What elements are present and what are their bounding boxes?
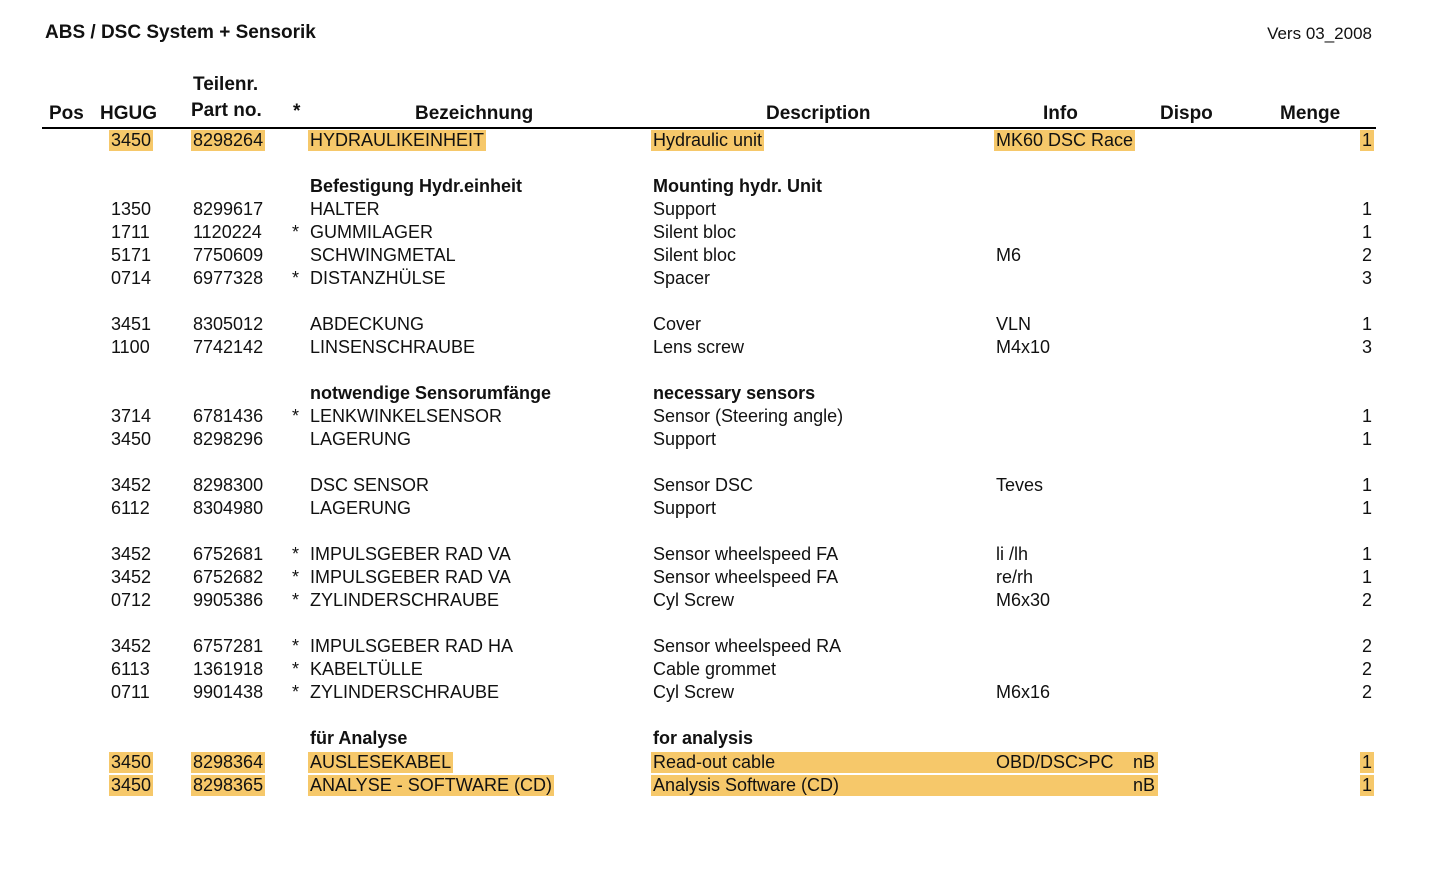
menge-cell: 1 xyxy=(1361,567,1372,587)
hgug-cell: 3450 xyxy=(111,752,152,772)
document-version: Vers 03_2008 xyxy=(1267,24,1372,43)
header-info: Info xyxy=(1043,103,1078,124)
menge-cell: 2 xyxy=(1361,636,1372,656)
part-number-cell: 8298364 xyxy=(193,752,264,772)
bezeichnung-cell: ABDECKUNG xyxy=(310,314,425,334)
hgug-cell: 3450 xyxy=(111,130,152,150)
menge-cell: 2 xyxy=(1361,659,1372,679)
menge-cell: 1 xyxy=(1361,752,1372,772)
table-row xyxy=(0,337,1440,360)
table-row xyxy=(0,475,1440,498)
description-cell: Analysis Software (CD) xyxy=(653,775,840,795)
header-teilenr: Teilenr. xyxy=(193,74,259,95)
menge-cell: 1 xyxy=(1361,222,1372,242)
part-number-cell: 7750609 xyxy=(193,245,264,265)
table-row xyxy=(0,199,1440,222)
hgug-cell: 3452 xyxy=(111,544,152,564)
menge-cell: 1 xyxy=(1361,199,1372,219)
description-cell: Sensor wheelspeed FA xyxy=(653,544,839,564)
part-number-cell: 6781436 xyxy=(193,406,264,426)
header-bezeichnung: Bezeichnung xyxy=(415,103,534,124)
document-title: ABS / DSC System + Sensorik xyxy=(45,22,316,43)
bezeichnung-cell: IMPULSGEBER RAD VA xyxy=(310,544,511,564)
description-cell: Spacer xyxy=(653,268,711,288)
bezeichnung-cell: AUSLESEKABEL xyxy=(310,752,452,772)
part-number-cell: 8304980 xyxy=(193,498,264,518)
menge-cell: 1 xyxy=(1361,406,1372,426)
hgug-cell: 3451 xyxy=(111,314,152,334)
description-cell: Cable grommet xyxy=(653,659,777,679)
star-marker: * xyxy=(292,406,300,426)
description-cell: Cyl Screw xyxy=(653,590,735,610)
description-cell: Cyl Screw xyxy=(653,682,735,702)
description-cell: Silent bloc xyxy=(653,222,737,242)
description-cell: Read-out cable xyxy=(653,752,776,772)
table-row xyxy=(0,222,1440,245)
header-description: Description xyxy=(766,103,871,124)
star-marker: * xyxy=(292,659,300,679)
nb-marker: nB xyxy=(1133,775,1156,795)
header-menge: Menge xyxy=(1280,103,1341,124)
description-cell: Support xyxy=(653,199,717,219)
menge-cell: 3 xyxy=(1361,268,1372,288)
info-cell: M6 xyxy=(996,245,1022,265)
table-row xyxy=(0,314,1440,337)
menge-cell: 1 xyxy=(1361,429,1372,449)
bezeichnung-cell: LINSENSCHRAUBE xyxy=(310,337,476,357)
table-row xyxy=(0,659,1440,682)
star-marker: * xyxy=(292,682,300,702)
description-cell: Sensor wheelspeed FA xyxy=(653,567,839,587)
bezeichnung-cell: IMPULSGEBER RAD VA xyxy=(310,567,511,587)
star-marker: * xyxy=(292,544,300,564)
description-cell: Sensor (Steering angle) xyxy=(653,406,844,426)
section-title-de: notwendige Sensorumfänge xyxy=(310,383,552,403)
description-cell: Support xyxy=(653,429,717,449)
description-cell: Lens screw xyxy=(653,337,745,357)
hgug-cell: 6112 xyxy=(111,498,150,518)
hgug-cell: 3450 xyxy=(111,775,152,795)
part-number-cell: 1361918 xyxy=(193,659,264,679)
description-cell: Silent bloc xyxy=(653,245,737,265)
part-number-cell: 6977328 xyxy=(193,268,264,288)
description-cell: Support xyxy=(653,498,717,518)
hgug-cell: 0712 xyxy=(111,590,152,610)
description-cell: Sensor DSC xyxy=(653,475,754,495)
menge-cell: 3 xyxy=(1361,337,1372,357)
table-row xyxy=(0,682,1440,705)
hgug-cell: 3452 xyxy=(111,636,152,656)
part-number-cell: 8298296 xyxy=(193,429,264,449)
hgug-cell: 1711 xyxy=(111,222,150,242)
hgug-cell: 1350 xyxy=(111,199,152,219)
info-cell: M4x10 xyxy=(996,337,1051,357)
section-title-de: Befestigung Hydr.einheit xyxy=(310,176,523,196)
part-number-cell: 6752681 xyxy=(193,544,264,564)
part-number-cell: 7742142 xyxy=(193,337,264,357)
bezeichnung-cell: KABELTÜLLE xyxy=(310,659,423,679)
part-number-cell: 8299617 xyxy=(193,199,264,219)
table-row xyxy=(0,498,1440,521)
info-cell: li /lh xyxy=(996,544,1029,564)
star-marker: * xyxy=(292,590,300,610)
header-pos: Pos xyxy=(49,103,84,124)
section-heading xyxy=(0,383,1440,406)
menge-cell: 2 xyxy=(1361,682,1372,702)
table-row xyxy=(0,636,1440,659)
bezeichnung-cell: HALTER xyxy=(310,199,380,219)
info-cell: MK60 DSC Race xyxy=(996,130,1134,150)
bezeichnung-cell: LENKWINKELSENSOR xyxy=(310,406,503,426)
bezeichnung-cell: HYDRAULIKEINHEIT xyxy=(310,130,485,150)
menge-cell: 1 xyxy=(1361,314,1372,334)
section-title-en: Mounting hydr. Unit xyxy=(653,176,822,196)
header-part-no: Part no. xyxy=(191,100,262,121)
bezeichnung-cell: DSC SENSOR xyxy=(310,475,430,495)
description-cell: Sensor wheelspeed RA xyxy=(653,636,842,656)
menge-cell: 1 xyxy=(1361,130,1372,150)
menge-cell: 1 xyxy=(1361,775,1372,795)
menge-cell: 2 xyxy=(1361,590,1372,610)
info-cell: M6x16 xyxy=(996,682,1051,702)
info-cell: VLN xyxy=(996,314,1032,334)
description-cell: Hydraulic unit xyxy=(653,130,763,150)
part-number-cell: 9901438 xyxy=(193,682,264,702)
hgug-cell: 6113 xyxy=(111,659,150,679)
hgug-cell: 3450 xyxy=(111,429,152,449)
part-number-cell: 1120224 xyxy=(193,222,262,242)
star-marker: * xyxy=(292,636,300,656)
table-row xyxy=(0,544,1440,567)
info-cell: Teves xyxy=(996,475,1044,495)
section-heading xyxy=(0,728,1440,751)
part-number-cell: 8298264 xyxy=(193,130,264,150)
bezeichnung-cell: GUMMILAGER xyxy=(310,222,434,242)
bezeichnung-cell: SCHWINGMETAL xyxy=(310,245,456,265)
section-heading xyxy=(0,176,1440,199)
hgug-cell: 0711 xyxy=(111,682,150,702)
table-row xyxy=(0,567,1440,590)
part-number-cell: 9905386 xyxy=(193,590,264,610)
menge-cell: 2 xyxy=(1361,245,1372,265)
hgug-cell: 3714 xyxy=(111,406,152,426)
part-number-cell: 6757281 xyxy=(193,636,264,656)
info-cell: M6x30 xyxy=(996,590,1051,610)
hgug-cell: 5171 xyxy=(111,245,152,265)
nb-marker: nB xyxy=(1133,752,1156,772)
hgug-cell: 3452 xyxy=(111,475,152,495)
table-row xyxy=(0,245,1440,268)
section-title-de: für Analyse xyxy=(310,728,408,748)
star-marker: * xyxy=(292,268,300,288)
bezeichnung-cell: ANALYSE - SOFTWARE (CD) xyxy=(310,775,553,795)
table-row xyxy=(0,775,1440,798)
section-title-en: for analysis xyxy=(653,728,754,748)
table-row xyxy=(0,429,1440,452)
star-marker: * xyxy=(292,222,300,242)
info-cell: re/rh xyxy=(996,567,1034,587)
table-row xyxy=(0,406,1440,429)
hgug-cell: 3452 xyxy=(111,567,152,587)
bezeichnung-cell: LAGERUNG xyxy=(310,429,412,449)
part-number-cell: 8298365 xyxy=(193,775,264,795)
bezeichnung-cell: IMPULSGEBER RAD HA xyxy=(310,636,514,656)
menge-cell: 1 xyxy=(1361,498,1372,518)
description-cell: Cover xyxy=(653,314,702,334)
table-row xyxy=(0,590,1440,613)
section-title-en: necessary sensors xyxy=(653,383,816,403)
part-number-cell: 8305012 xyxy=(193,314,264,334)
star-marker: * xyxy=(292,567,300,587)
hgug-cell: 0714 xyxy=(111,268,152,288)
menge-cell: 1 xyxy=(1361,544,1372,564)
info-cell: OBD/DSC>PC xyxy=(996,752,1114,772)
header-rule xyxy=(42,127,1376,129)
table-row xyxy=(0,752,1440,775)
part-number-cell: 6752682 xyxy=(193,567,264,587)
part-number-cell: 8298300 xyxy=(193,475,264,495)
bezeichnung-cell: ZYLINDERSCHRAUBE xyxy=(310,682,500,702)
header-dispo: Dispo xyxy=(1160,103,1213,124)
menge-cell: 1 xyxy=(1361,475,1372,495)
table-row xyxy=(0,268,1440,291)
hgug-cell: 1100 xyxy=(111,337,150,357)
table-row xyxy=(0,130,1440,153)
header-hgug: HGUG xyxy=(100,103,157,124)
bezeichnung-cell: LAGERUNG xyxy=(310,498,412,518)
bezeichnung-cell: DISTANZHÜLSE xyxy=(310,268,446,288)
header-star: * xyxy=(293,101,301,122)
bezeichnung-cell: ZYLINDERSCHRAUBE xyxy=(310,590,500,610)
